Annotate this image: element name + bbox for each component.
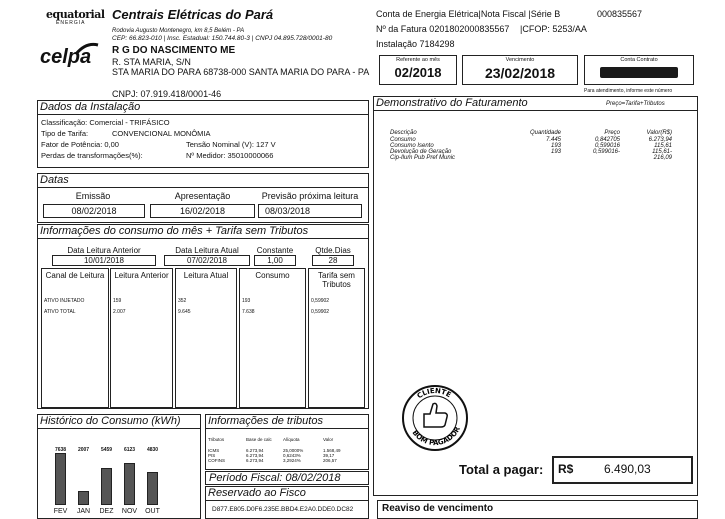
consumo-title: Informações do consumo do mês + Tarifa sem Tributos [37, 224, 369, 239]
consumo-cell: 159 [113, 298, 122, 304]
celpa-logo: celpa [40, 46, 92, 68]
equatorial-sub: ENERGIA [56, 20, 86, 26]
emissao-label: Emissão [75, 191, 111, 201]
customer-name: R G DO NASCIMENTO ME [112, 45, 236, 56]
tributos-cell: 0,6243% [283, 453, 301, 458]
consumo-bar [78, 491, 89, 505]
faturamento-cell: 6.273,94 [648, 137, 672, 143]
faturamento-header: Quantidade [529, 130, 561, 136]
total-label: Total a pagar: [459, 462, 544, 477]
consumo-bar [55, 453, 66, 505]
consumo-header: Leitura Anterior [114, 271, 169, 280]
faturamento-cell: 216,09 [653, 155, 672, 161]
consumo-col [110, 268, 173, 408]
contract-redacted [600, 67, 678, 78]
consumo-cell: 0,59902 [311, 298, 330, 304]
consumo-col [308, 268, 365, 408]
contract-box [584, 55, 694, 85]
tributos-cell: 6.273,94 [246, 458, 264, 463]
cfop: |CFOP: 5253/AA [520, 24, 587, 34]
tributos-header: Base de calc [246, 437, 272, 442]
consumo-cell: ATIVO INJETADO [44, 298, 85, 304]
faturamento-title: Demonstrativo do Faturamento [373, 96, 698, 111]
faturamento-cell: 0,599016- [592, 149, 620, 155]
due-date-value: 23/02/2018 [484, 65, 556, 81]
bar-value-label: 7638 [54, 447, 67, 453]
fisco-title: Reservado ao Fisco [205, 486, 369, 501]
previsao-label: Previsão próxima leitura [261, 191, 359, 201]
previsao-value: 08/03/2018 [258, 204, 362, 218]
periodo-fiscal: Período Fiscal: 08/02/2018 [209, 472, 341, 484]
tributos-header: Tributos [208, 437, 225, 442]
bar-value-label: 4830 [146, 447, 159, 453]
faturamento-cell: 115,61- [652, 149, 672, 155]
ref-month-value: 02/2018 [394, 65, 442, 80]
consumo-header: Consumo [255, 271, 290, 280]
company-name: Centrais Elétricas do Pará [112, 7, 274, 22]
bar-category-label: NOV [121, 508, 138, 515]
consumo-col [239, 268, 306, 408]
consumo-header: Leitura Atual [183, 271, 229, 280]
consumo-col [175, 268, 237, 408]
tributos-cell: ICMS [208, 448, 220, 453]
reaviso-title: Reaviso de vencimento [382, 503, 494, 514]
installation-number: Instalação 7184298 [376, 39, 455, 49]
consumo-bar [101, 468, 112, 505]
dias-value: 28 [312, 255, 354, 266]
tributos-title: Informações de tributos [205, 414, 369, 429]
data-atual-value: 07/02/2018 [164, 255, 250, 266]
consumo-header: Canal de Leitura [45, 271, 105, 280]
company-ids: CEP: 66.823-010 | Insc. Estadual: 150.744.80-3 | CNPJ 04.895.728/0001-80 [112, 35, 333, 42]
tarifa-label: Tipo de Tarifa: [41, 129, 89, 138]
perdas: Perdas de transformações(%): [41, 151, 143, 160]
ref-month-label: Referente ao mês [396, 57, 440, 63]
consumo-bar [147, 472, 158, 505]
consumo-header: Tarifa sem Tributos [318, 271, 355, 289]
faturamento-cell: 193 [550, 149, 561, 155]
consumo-cell: 352 [178, 298, 187, 304]
doc-number: 000835567 [597, 9, 643, 19]
bar-category-label: FEV [53, 508, 68, 515]
tributos-cell: PIS [208, 453, 216, 458]
consumo-cell: 0,59902 [311, 309, 330, 315]
total-currency: R$ [558, 462, 574, 476]
fator-potencia: Fator de Potência: 0,00 [41, 140, 119, 149]
faturamento-header: Preço [604, 130, 620, 136]
doc-type: Conta de Energia Elétrica|Nota Fiscal |Série B [376, 9, 561, 19]
faturamento-cell: 115,61 [654, 143, 672, 149]
customer-street: R. STA MARIA, S/N [112, 57, 191, 67]
due-date-box [462, 55, 578, 85]
apresentacao-label: Apresentação [174, 191, 231, 201]
bar-category-label: OUT [145, 508, 160, 515]
constante-value: 1,00 [254, 255, 296, 266]
tarifa-value: CONVENCIONAL MONÔMIA [112, 129, 211, 138]
faturamento-cell: 0,842705 [594, 137, 620, 143]
tributos-cell: 6.273,94 [246, 448, 264, 453]
customer-cnpj: CNPJ: 07.919.418/0001-46 [112, 89, 222, 99]
faturamento-cell: 0,599016 [594, 143, 620, 149]
total-value: 6.490,03 [604, 462, 651, 476]
fatura-number: Nº da Fatura 0201802000835567 [376, 24, 510, 34]
faturamento-cell: Consumo Isento [390, 143, 434, 149]
cliente-bom-pagador-stamp-icon [400, 384, 470, 452]
tributos-cell: 6.273,94 [246, 453, 264, 458]
faturamento-cell: Cip-Ilum Pub Pref Munic [390, 155, 456, 161]
bar-category-label: DEZ [99, 508, 114, 515]
consumo-bar [124, 463, 135, 505]
company-address: Rodovia Augusto Montenegro, km 8,5 Belém - PA [112, 28, 245, 34]
stamp-bottom-text: BOM PAGADOR [410, 425, 462, 448]
historico-title: Histórico do Consumo (kWh) [37, 414, 201, 429]
emissao-value: 08/02/2018 [43, 204, 145, 218]
dias-label: Qtde.Dias [315, 246, 351, 255]
medidor: Nº Medidor: 35010000066 [186, 151, 274, 160]
attendance-note: Para atendimento, informe este número [584, 88, 673, 94]
bar-value-label: 5459 [100, 447, 113, 453]
tributos-cell: 3,2924% [283, 458, 301, 463]
faturamento-subtitle: Preço=Tarifa+Tributos [606, 101, 665, 107]
datas-title: Datas [37, 173, 369, 188]
faturamento-cell: 7.445 [545, 137, 561, 143]
fisco-code: D877.E805.D0F6.235E.BBD4.E2A0.DDE0.DC82 [212, 506, 354, 513]
stamp-top-text: CLIENTE [415, 386, 453, 401]
due-date-label: Vencimento [505, 57, 535, 63]
classificacao: Classificação: Comercial - TRIFÁSICO [41, 118, 170, 127]
tributos-header: Valor [323, 437, 334, 442]
faturamento-header: Descrição [390, 130, 417, 136]
consumo-cell: 9.645 [178, 309, 191, 315]
bar-category-label: JAN [76, 508, 91, 515]
consumo-col [41, 268, 109, 408]
faturamento-cell: Devolução de Geração [390, 149, 452, 155]
consumo-cell: 193 [242, 298, 251, 304]
celpa-swoosh-icon [74, 42, 100, 56]
tributos-cell: 206,57 [323, 458, 337, 463]
data-anterior-value: 10/01/2018 [52, 255, 156, 266]
bar-value-label: 2007 [77, 447, 90, 453]
tributos-cell: 39,17 [323, 453, 335, 458]
constante-label: Constante [256, 246, 294, 255]
apresentacao-value: 16/02/2018 [150, 204, 255, 218]
contract-label: Conta Contrato [620, 57, 658, 63]
data-atual-label: Data Leitura Atual [175, 246, 239, 255]
tensao: Tensão Nominal (V): 127 V [186, 140, 276, 149]
faturamento-cell: 193 [550, 143, 561, 149]
ref-month-box [379, 55, 457, 85]
data-anterior-label: Data Leitura Anterior [67, 246, 141, 255]
faturamento-header: Valor(R$) [646, 130, 672, 136]
tributos-header: Alíquota [283, 437, 300, 442]
consumo-cell: 7.638 [242, 309, 255, 315]
consumo-cell: ATIVO TOTAL [44, 309, 76, 315]
equatorial-logo: equatorial [46, 8, 105, 21]
faturamento-cell: Consumo [390, 137, 416, 143]
customer-city: STA MARIA DO PARA 68738-000 SANTA MARIA DO PARA - PA [112, 67, 370, 77]
tributos-cell: 25,0000% [283, 448, 304, 453]
tributos-cell: 1.568,49 [323, 448, 341, 453]
bar-value-label: 6123 [123, 447, 136, 453]
consumo-cell: 2.007 [113, 309, 126, 315]
tributos-cell: COFINS [208, 458, 226, 463]
installation-title: Dados da Instalação [37, 100, 369, 115]
